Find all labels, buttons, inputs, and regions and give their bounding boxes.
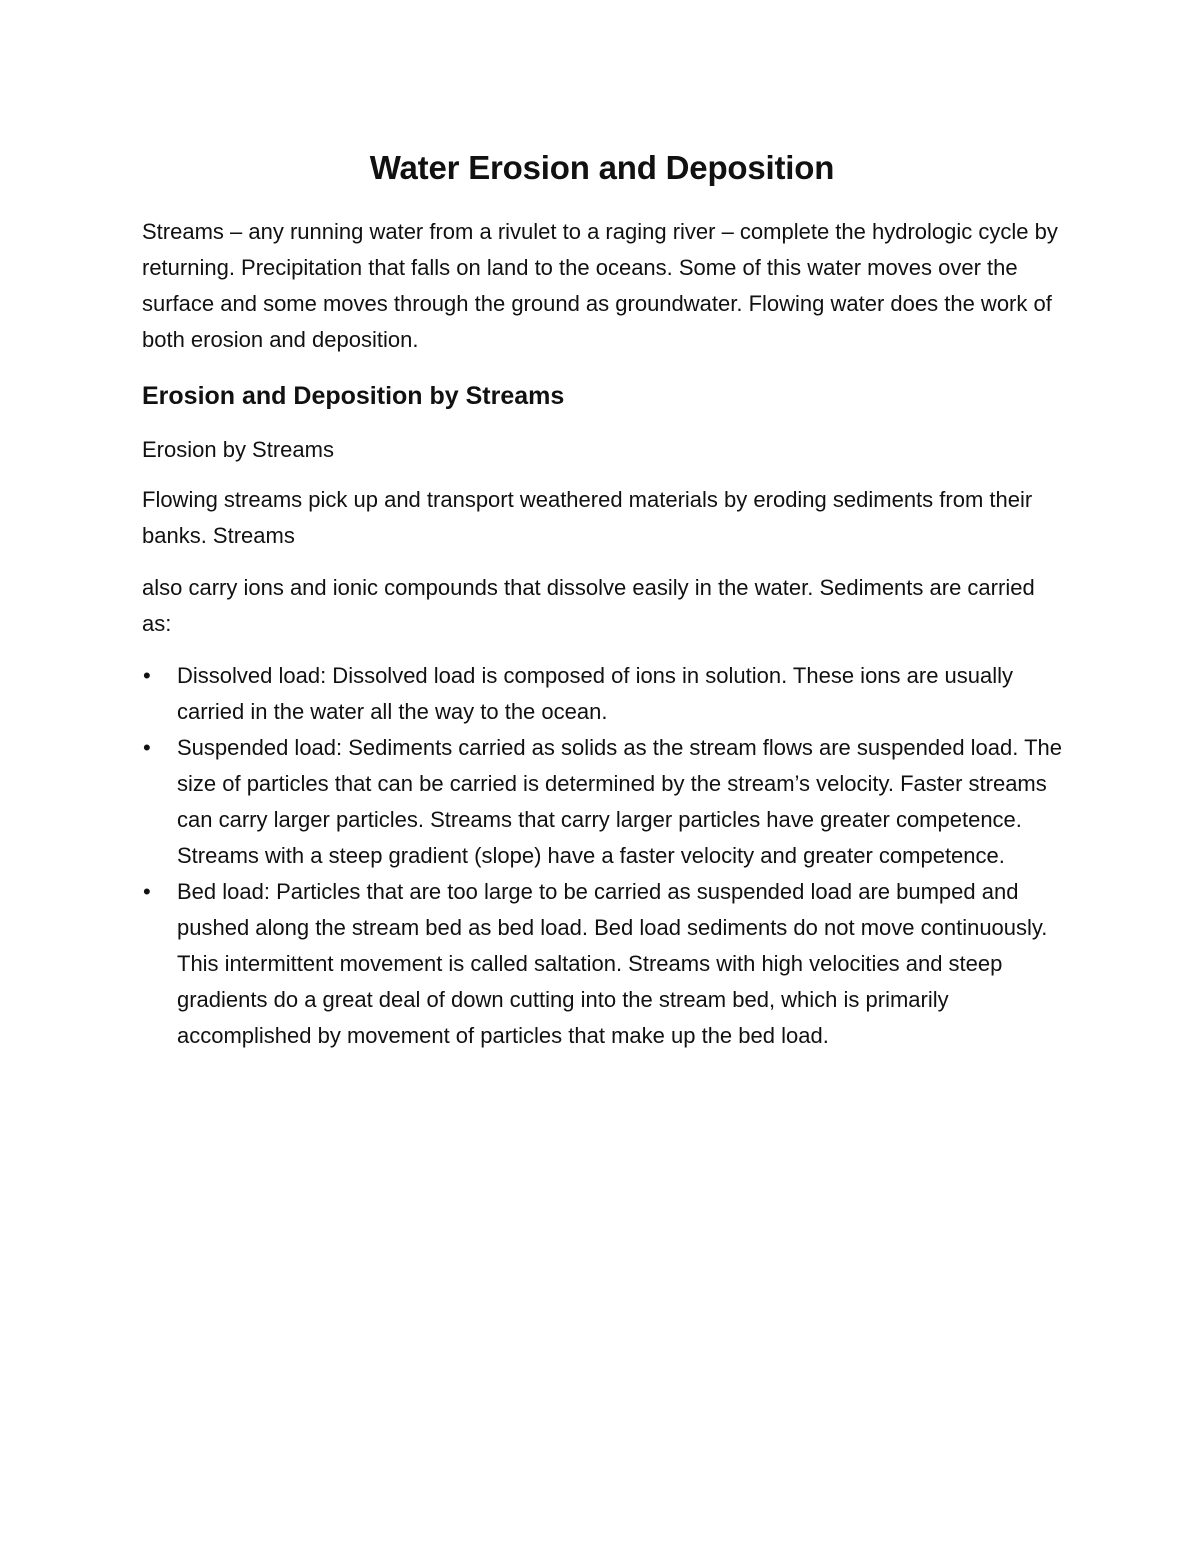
subheading: Erosion by Streams: [142, 437, 334, 462]
bullet-text: Bed load: Particles that are too large to be carried as suspended load are bumped and pushed along the stream bed as bed load. Bed load sediments do not move continuously. This intermittent movement is called saltation. Streams with high velocities and steep gradients do a great deal of down cutting into the stream bed, which is primarily accomplished by movement of particles that make up the bed load.: [177, 879, 1048, 1048]
bullet-item-dissolved-load: [142, 658, 1062, 730]
bullet-icon: •: [143, 879, 151, 904]
bullet-item-bed-load: [142, 874, 1062, 1054]
bullet-icon: •: [143, 663, 151, 688]
bullet-text: Dissolved load: Dissolved load is composed of ions in solution. These ions are usually carried in the water all the way to the ocean.: [177, 663, 1014, 724]
body-paragraph-2: also carry ions and ionic compounds that dissolve easily in the water. Sediments are carried as:: [142, 575, 1035, 636]
intro-paragraph: Streams – any running water from a rivulet to a raging river – complete the hydrologic cycle by returning. Precipitation that falls on land to the oceans. Some of this water moves over the surface and some moves through the ground as groundwater. Flowing water does the work of both erosion and deposition.: [142, 219, 1058, 352]
bullet-list: [142, 658, 1062, 1054]
section-heading: Erosion and Deposition by Streams: [142, 382, 565, 410]
bullet-icon: •: [143, 735, 151, 760]
bullet-item-suspended-load: [142, 730, 1062, 874]
bullet-text: Suspended load: Sediments carried as solids as the stream flows are suspended load. The size of particles that can be carried is determined by the stream’s velocity. Faster streams can carry larger particles. Streams that carry larger particles have greater competence. Streams with a steep gradient (slope) have a faster velocity and greater competence.: [177, 735, 1062, 868]
document-content: [142, 146, 1062, 1054]
body-paragraph-1: Flowing streams pick up and transport weathered materials by eroding sediments from their banks. Streams: [142, 487, 1033, 548]
document-title: Water Erosion and Deposition: [369, 149, 835, 186]
